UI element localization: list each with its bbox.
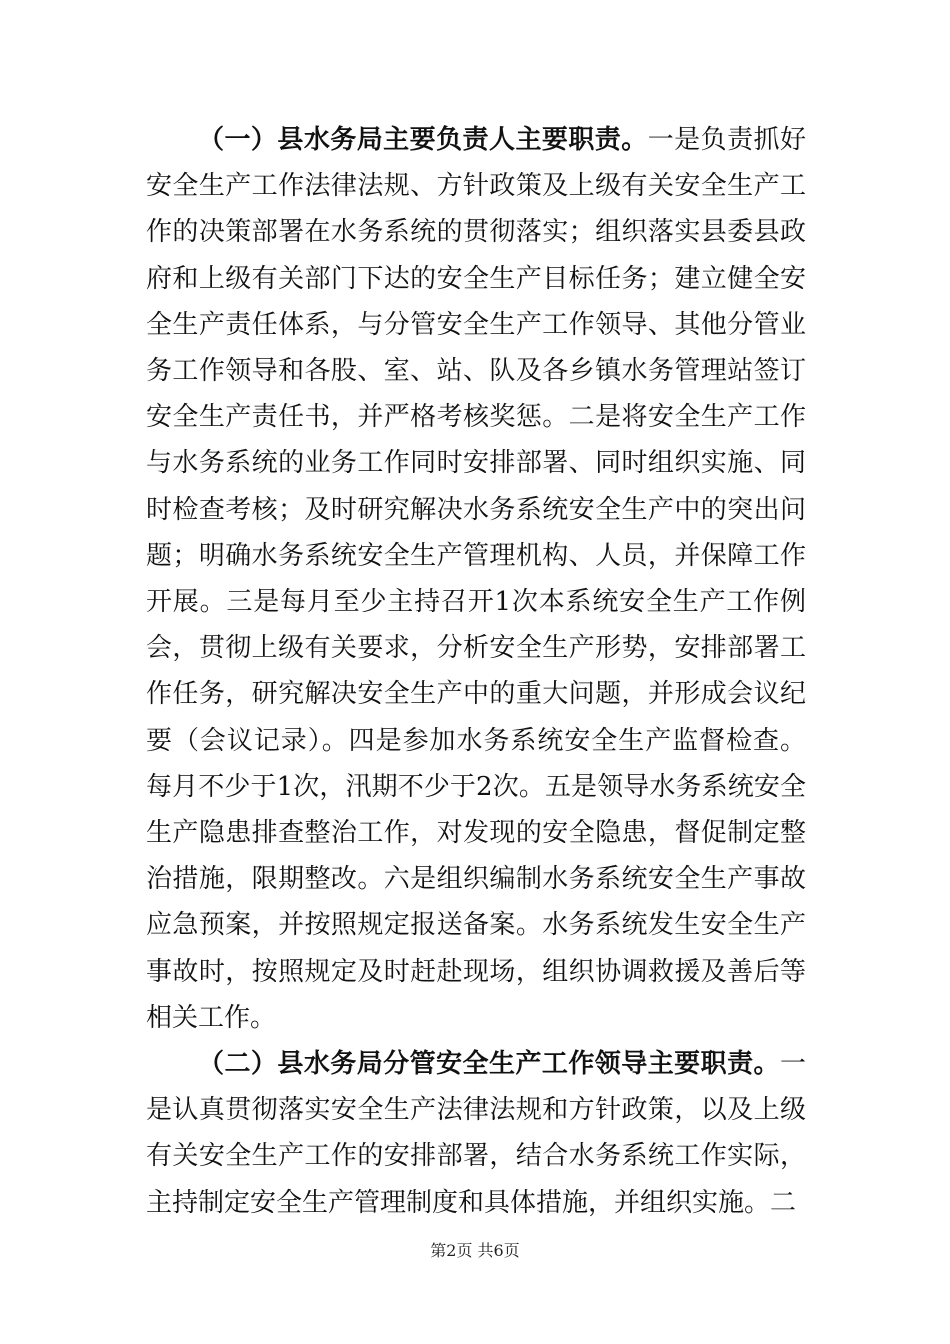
paragraph-deputy-duties [146, 1041, 806, 1226]
paragraph-text: 一是负责抓好安全生产工作法律法规、方针政策及上级有关安全生产工作的决策部署在水务系统的贯彻落实；组织落实县委县政府和上级有关部门下达的安全生产目标任务；建立健全安全生产责任体系，与分管安全生产工作领导、其他分管业务工作领导和各股、室、站、队及各乡镇水务管理站签订安全生产责任书，并严格考核奖惩。二是将安全生产工作与水务系统的业务工作同时安排部署、同时组织实施、同时检查考核；及时研究解决水务系统安全生产中的突出问题；明确水务系统安全生产管理机构、人员，并保障工作开展。三是每月至少主持召开1次本系统安全生产工作例会，贯彻上级有关要求，分析安全生产形势，安排部署工作任务，研究解决安全生产中的重大问题，并形成会议纪要（会议记录）。四是参加水务系统安全生产监督检查。每月不少于1次，汛期不少于2次。五是领导水务系统安全生产隐患排查整治工作，对发现的安全隐患，督促制定整治措施，限期整改。六是组织编制水务系统安全生产事故应急预案，并按照规定报送备案。水务系统发生安全生产事故时，按照规定及时赶赴现场，组织协调救援及善后等相关工作。 [146, 125, 806, 1033]
document-body [146, 117, 806, 1226]
paragraph-heading: （一）县水务局主要负责人主要职责。 [198, 125, 648, 155]
paragraph-text: 一是认真贯彻落实安全生产法律法规和方针政策，以及上级有关安全生产工作的安排部署，结合水务系统工作实际，主持制定安全生产管理制度和具体措施，并组织实施。二 [146, 1049, 806, 1218]
paragraph-principal-duties [146, 117, 806, 1041]
paragraph-heading: （二）县水务局分管安全生产工作领导主要职责。 [198, 1049, 780, 1080]
page-number-footer: 第2页 共6页 [430, 1241, 520, 1260]
